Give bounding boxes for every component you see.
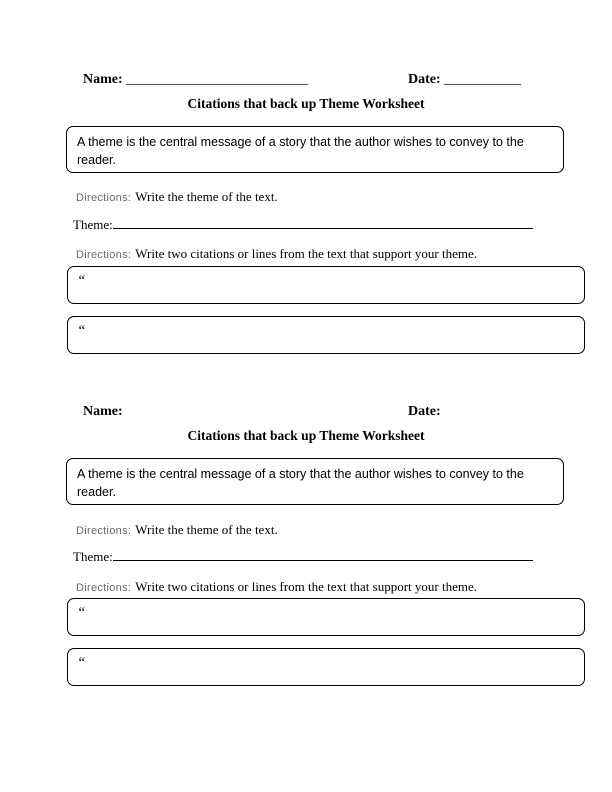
directions-row-1: [76, 188, 278, 206]
date-blank[interactable]: ___________: [444, 72, 522, 87]
directions-text: Write two citations or lines from the text that support your theme.: [135, 579, 477, 594]
quote-mark: “: [77, 273, 86, 289]
date-label: Date:: [408, 404, 441, 419]
worksheet-title: Citations that back up Theme Worksheet: [187, 428, 425, 443]
name-row: [83, 72, 308, 88]
theme-row: [73, 217, 533, 233]
theme-label: Theme:: [73, 549, 113, 564]
directions-text: Write the theme of the text.: [135, 522, 278, 537]
quote-mark: “: [77, 323, 86, 339]
directions-row-1: [76, 521, 278, 539]
citation-box-2[interactable]: [67, 316, 585, 354]
date-label: Date:: [408, 72, 441, 87]
theme-definition: A theme is the central message of a story that the author wishes to convey to the reader.: [77, 467, 524, 499]
directions-label: Directions:: [76, 192, 132, 204]
citation-box-2[interactable]: [67, 648, 585, 686]
name-row: [83, 404, 123, 420]
citation-box-1[interactable]: [67, 266, 585, 304]
name-blank[interactable]: __________________________: [126, 72, 309, 87]
name-label: Name:: [83, 404, 123, 419]
theme-definition: A theme is the central message of a story that the author wishes to convey to the reader.: [77, 135, 524, 167]
theme-label: Theme:: [73, 217, 113, 232]
quote-mark: “: [77, 655, 86, 671]
worksheet-title: Citations that back up Theme Worksheet: [187, 96, 425, 111]
theme-definition-box: [66, 458, 564, 505]
citation-box-1[interactable]: [67, 598, 585, 636]
directions-row-2: [76, 578, 477, 596]
directions-label: Directions:: [76, 582, 132, 594]
quote-mark: “: [77, 605, 86, 621]
date-row: [408, 404, 441, 420]
theme-row: [73, 549, 533, 565]
date-row: [408, 72, 521, 88]
directions-row-2: [76, 245, 477, 263]
theme-answer-line[interactable]: [113, 560, 533, 561]
directions-text: Write the theme of the text.: [135, 189, 278, 204]
directions-text: Write two citations or lines from the text that support your theme.: [135, 246, 477, 261]
name-label: Name:: [83, 72, 123, 87]
theme-answer-line[interactable]: [113, 228, 533, 229]
directions-label: Directions:: [76, 249, 132, 261]
theme-definition-box: [66, 126, 564, 173]
directions-label: Directions:: [76, 525, 132, 537]
